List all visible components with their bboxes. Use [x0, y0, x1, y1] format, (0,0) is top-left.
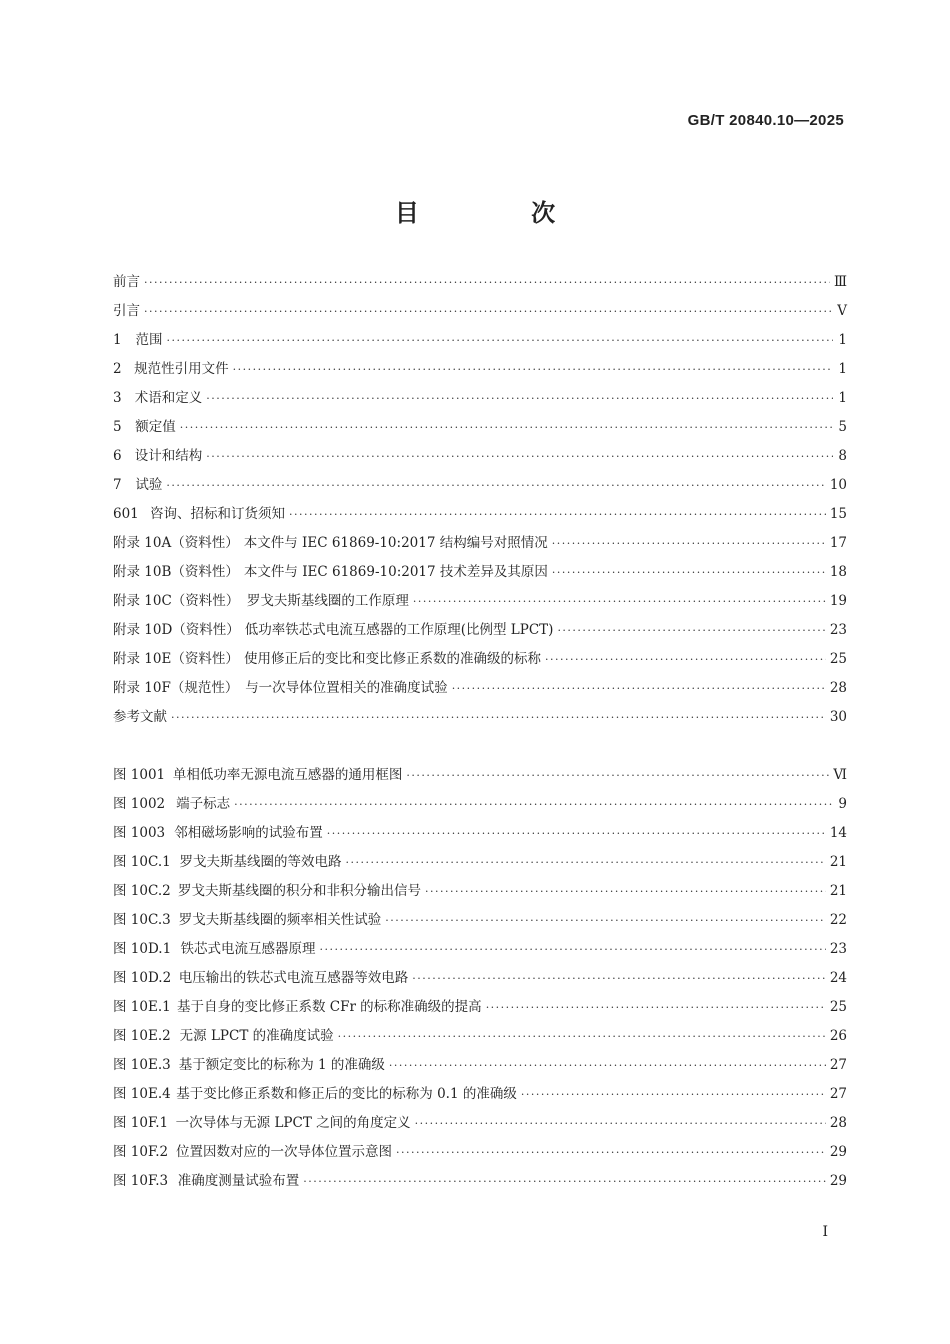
entry-label: 本文件与 IEC 61869-10:2017 技术差异及其原因: [243, 564, 548, 580]
leader-dots: [327, 827, 826, 840]
leader-dots: [166, 479, 825, 492]
entry-number: 附录 10B（资料性）: [113, 564, 239, 580]
document-code: GB/T 20840.10—2025: [687, 112, 844, 129]
figure-entry[interactable]: [113, 792, 847, 821]
entry-label: 端子标志: [176, 796, 231, 812]
entry-label: 规范性引用文件: [134, 361, 229, 377]
toc-sections: [113, 270, 847, 734]
entry-number: 6: [113, 448, 122, 464]
entry-number: 图 10E.2: [113, 1028, 171, 1044]
leader-dots: [452, 682, 826, 695]
figure-entry[interactable]: [113, 1111, 847, 1140]
entry-label: 低功率铁芯式电流互感器的工作原理(比例型 LPCT): [244, 622, 554, 638]
leader-dots: [319, 943, 825, 956]
figure-entry[interactable]: [113, 995, 847, 1024]
entry-page: 27: [829, 1086, 847, 1102]
leader-dots: [545, 653, 826, 666]
entry-page: 15: [829, 506, 847, 522]
entry-label: 设计和结构: [134, 448, 203, 464]
entry-page: 26: [829, 1028, 847, 1044]
entry-page: 9: [838, 796, 847, 812]
figure-entry[interactable]: [113, 1169, 847, 1198]
entry-page: 30: [829, 709, 847, 725]
toc-title: 目 次: [394, 199, 608, 227]
entry-page: 18: [829, 564, 847, 580]
figure-entry[interactable]: [113, 879, 847, 908]
leader-dots: [206, 392, 833, 405]
entry-label: 与一次导体位置相关的准确度试验: [245, 680, 448, 696]
page-number: I: [822, 1224, 828, 1240]
figure-entry[interactable]: [113, 1053, 847, 1082]
figure-entry[interactable]: [113, 763, 847, 792]
leader-dots: [346, 856, 826, 869]
entry-page: Ⅴ: [837, 303, 847, 319]
leader-dots: [234, 798, 833, 811]
leader-dots: [557, 624, 825, 637]
toc-entry[interactable]: [113, 531, 847, 560]
leader-dots: [233, 363, 833, 376]
entry-page: Ⅵ: [833, 767, 847, 783]
entry-number: 7: [113, 477, 122, 493]
entry-number: 附录 10D（资料性）: [113, 622, 240, 638]
entry-label: 参考文献: [113, 709, 167, 725]
entry-number: 5: [113, 419, 122, 435]
entry-label: 额定值: [135, 419, 176, 435]
figure-entry[interactable]: [113, 1024, 847, 1053]
entry-number: 图 10D.2: [113, 970, 172, 986]
entry-page: 23: [829, 622, 847, 638]
figure-entry[interactable]: [113, 937, 847, 966]
toc-entry[interactable]: [113, 444, 847, 473]
leader-dots: [303, 1175, 826, 1188]
entry-page: 21: [829, 883, 847, 899]
entry-label: 术语和定义: [134, 390, 203, 406]
entry-label: 一次导体与无源 LPCT 之间的角度定义: [175, 1115, 411, 1131]
entry-label: 基于自身的变比修正系数 CFr 的标称准确级的提高: [176, 999, 482, 1015]
entry-number: 图 10C.3: [113, 912, 171, 928]
entry-number: 图 10F.2: [113, 1144, 169, 1160]
entry-page: 19: [829, 593, 847, 609]
entry-number: 1: [113, 332, 122, 348]
entry-page: 14: [829, 825, 847, 841]
entry-page: 21: [829, 854, 847, 870]
entry-page: 1: [838, 390, 847, 406]
entry-number: 图 10E.4: [113, 1086, 171, 1102]
entry-number: 图 10C.1: [113, 854, 171, 870]
toc-entry[interactable]: [113, 589, 847, 618]
figure-entry[interactable]: [113, 821, 847, 850]
entry-number: 图 10F.3: [113, 1173, 169, 1189]
entry-label: 电压输出的铁芯式电流互感器等效电路: [178, 970, 409, 986]
entry-page: 23: [829, 941, 847, 957]
toc-entry[interactable]: [113, 647, 847, 676]
toc-entry[interactable]: [113, 560, 847, 589]
entry-page: 28: [829, 680, 847, 696]
entry-page: Ⅲ: [833, 274, 847, 290]
leader-dots: [385, 914, 826, 927]
leader-dots: [486, 1001, 826, 1014]
entry-page: 1: [838, 361, 847, 377]
toc-entry[interactable]: [113, 299, 847, 328]
toc-entry[interactable]: [113, 386, 847, 415]
entry-number: 图 1001: [113, 767, 166, 783]
toc-entry[interactable]: [113, 357, 847, 386]
entry-label: 铁芯式电流互感器原理: [180, 941, 316, 957]
entry-page: 27: [829, 1057, 847, 1073]
leader-dots: [338, 1030, 826, 1043]
figure-entry[interactable]: [113, 908, 847, 937]
entry-number: 附录 10E（资料性）: [113, 651, 239, 667]
entry-label: 邻相磁场影响的试验布置: [174, 825, 323, 841]
entry-label: 使用修正后的变比和变比修正系数的准确级的标称: [243, 651, 541, 667]
entry-label: 基于额定变比的标称为 1 的准确级: [178, 1057, 385, 1073]
entry-label: 试验: [135, 477, 163, 493]
entry-number: 图 1002: [113, 796, 166, 812]
entry-label: 基于变比修正系数和修正后的变比的标称为 0.1 的准确级: [176, 1086, 517, 1102]
leader-dots: [412, 972, 826, 985]
entry-label: 范围: [135, 332, 163, 348]
toc-entry[interactable]: [113, 705, 847, 734]
entry-label: 本文件与 IEC 61869-10:2017 结构编号对照情况: [243, 535, 548, 551]
leader-dots: [406, 769, 829, 782]
leader-dots: [144, 276, 830, 289]
entry-page: 17: [829, 535, 847, 551]
entry-page: 22: [829, 912, 847, 928]
entry-page: 10: [829, 477, 847, 493]
figure-entry[interactable]: [113, 1082, 847, 1111]
toc-entry[interactable]: [113, 328, 847, 357]
entry-number: 附录 10C（资料性）: [113, 593, 240, 609]
leader-dots: [521, 1088, 826, 1101]
entry-number: 附录 10A（资料性）: [113, 535, 239, 551]
leader-dots: [552, 566, 826, 579]
figure-entry[interactable]: [113, 966, 847, 995]
entry-label: 单相低功率无源电流互感器的通用框图: [172, 767, 403, 783]
leader-dots: [396, 1146, 826, 1159]
entry-label: 罗戈夫斯基线圈的积分和非积分输出信号: [178, 883, 422, 899]
entry-number: 附录 10F（规范性）: [113, 680, 239, 696]
entry-number: 601: [113, 506, 139, 522]
leader-dots: [167, 334, 833, 347]
toc-divider-space: [113, 734, 847, 763]
table-of-contents: [113, 270, 847, 1198]
entry-page: 28: [829, 1115, 847, 1131]
entry-label: 无源 LPCT 的准确度试验: [179, 1028, 334, 1044]
leader-dots: [206, 450, 833, 463]
entry-page: 8: [838, 448, 847, 464]
leader-dots: [144, 305, 833, 318]
leader-dots: [389, 1059, 826, 1072]
entry-page: 29: [829, 1144, 847, 1160]
leader-dots: [425, 885, 826, 898]
entry-page: 29: [829, 1173, 847, 1189]
entry-number: 图 10D.1: [113, 941, 172, 957]
leader-dots: [413, 595, 826, 608]
toc-entry[interactable]: [113, 502, 847, 531]
entry-page: 1: [838, 332, 847, 348]
entry-page: 25: [829, 999, 847, 1015]
entry-label: 前言: [113, 274, 140, 290]
entry-number: 图 10E.1: [113, 999, 171, 1015]
toc-entry[interactable]: [113, 676, 847, 705]
entry-page: 25: [829, 651, 847, 667]
entry-label: 罗戈夫斯基线圈的等效电路: [179, 854, 342, 870]
entry-label: 咨询、招标和订货须知: [150, 506, 286, 522]
entry-page: 5: [838, 419, 847, 435]
entry-label: 准确度测量试验布置: [177, 1173, 300, 1189]
toc-figures: [113, 763, 847, 1198]
leader-dots: [552, 537, 826, 550]
entry-label: 引言: [113, 303, 140, 319]
leader-dots: [289, 508, 826, 521]
entry-page: 24: [829, 970, 847, 986]
entry-number: 3: [113, 390, 122, 406]
entry-number: 图 1003: [113, 825, 166, 841]
toc-entry[interactable]: [113, 270, 847, 299]
entry-number: 2: [113, 361, 122, 377]
leader-dots: [415, 1117, 826, 1130]
entry-number: 图 10F.1: [113, 1115, 169, 1131]
toc-entry[interactable]: [113, 415, 847, 444]
figure-entry[interactable]: [113, 1140, 847, 1169]
leader-dots: [180, 421, 833, 434]
entry-label: 罗戈夫斯基线圈的频率相关性试验: [178, 912, 382, 928]
entry-number: 图 10E.3: [113, 1057, 171, 1073]
figure-entry[interactable]: [113, 850, 847, 879]
entry-number: 图 10C.2: [113, 883, 171, 899]
entry-label: 罗戈夫斯基线圈的工作原理: [246, 593, 409, 609]
toc-entry[interactable]: [113, 618, 847, 647]
toc-entry[interactable]: [113, 473, 847, 502]
entry-label: 位置因数对应的一次导体位置示意图: [176, 1144, 392, 1160]
leader-dots: [171, 711, 826, 724]
